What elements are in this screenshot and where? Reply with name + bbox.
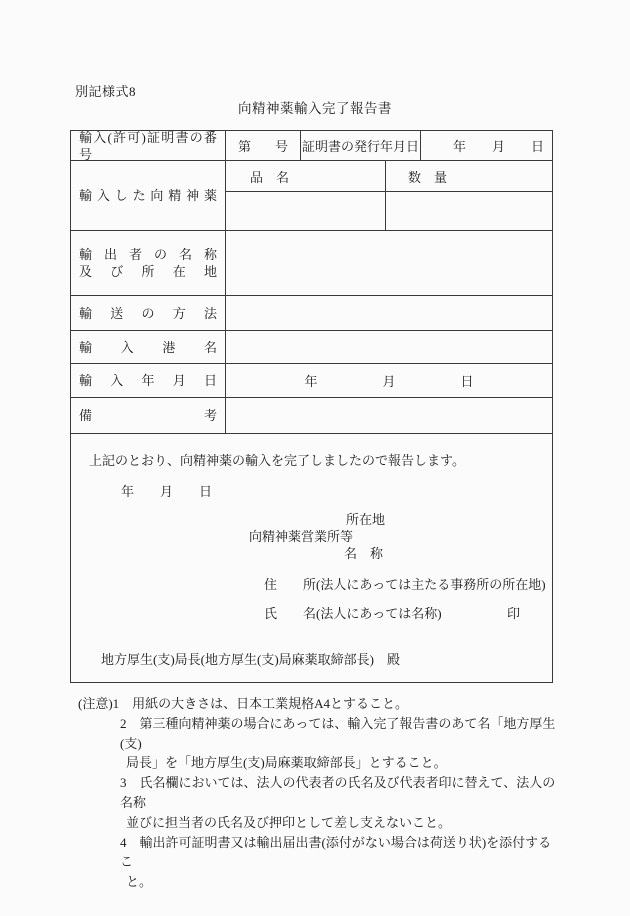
imported-drug-label: 輸入した向精神薬 (79, 188, 217, 203)
import-port-value-cell (226, 331, 552, 363)
exporter-value-cell (226, 231, 552, 295)
import-port-label: 輸入港名 (79, 339, 217, 355)
note-line: 並びに担当者の氏名及び押印として差し支えないこと。 (126, 814, 452, 830)
imported-drug-label-cell (71, 161, 226, 230)
statement-body: 上記のとおり、向精神薬の輸入を完了しましたので報告します。 (89, 453, 465, 468)
issue-date-value: 年 月 日 (452, 139, 544, 154)
import-date-value: 年 月 日 (304, 374, 474, 389)
certificate-number-label-cell (71, 131, 226, 160)
remarks-value-cell (226, 398, 552, 433)
row-import-date (71, 364, 552, 398)
statement-cell (71, 434, 552, 682)
name-label: 氏 名(法人にあっては名称) (264, 606, 442, 621)
import-port-label-cell (71, 331, 226, 363)
remarks-label-cell (71, 398, 226, 433)
transport-value-cell (226, 296, 552, 330)
row-imported-drug (71, 161, 552, 231)
item-name-value-cell (226, 192, 386, 230)
import-date-label: 輸入年月日 (79, 373, 217, 388)
notes-section (78, 694, 558, 892)
row-exporter (71, 231, 552, 296)
report-form-table (70, 130, 553, 683)
transport-label-cell (71, 296, 226, 330)
issue-date-label: 証明書の発行年月日 (301, 139, 419, 154)
exporter-label-line1: 輸出者の名称 (79, 247, 217, 262)
item-name-header-cell (226, 161, 386, 191)
imported-drug-subtable (226, 161, 552, 230)
statement-date: 年 月 日 (121, 484, 213, 499)
office-name-label: 名 称 (344, 546, 384, 561)
row-transport (71, 296, 552, 331)
item-name-header: 品 名 (250, 169, 290, 185)
note-line: (注意)1 用紙の大きさは、日本工業規格A4とすること。 (78, 696, 409, 711)
exporter-label-line2: 及び所在地 (79, 264, 217, 279)
transport-label: 輸送の方法 (79, 305, 217, 321)
quantity-header-cell (386, 161, 552, 191)
issue-date-label-cell (301, 131, 421, 160)
issue-date-value-cell (421, 131, 552, 160)
exporter-label-cell (71, 231, 226, 295)
certificate-number-value-cell (226, 131, 301, 160)
form-code: 別記様式8 (75, 84, 137, 99)
note-line: 2 第三種向精神薬の場合にあっては、輸入完了報告書のあて名「地方厚生(支) (120, 715, 556, 751)
imported-drug-value-row (226, 192, 552, 230)
quantity-value-cell (386, 192, 552, 230)
note-line: と。 (126, 874, 153, 890)
import-date-value-cell (226, 364, 552, 397)
office-location-label: 所在地 (346, 512, 386, 527)
seal-label: 印 (507, 606, 521, 621)
note-line: 局長」を「地方厚生(支)局麻薬取締部長」とすること。 (126, 755, 447, 771)
certificate-number-value: 第 号 (238, 139, 288, 154)
import-date-label-cell (71, 364, 226, 397)
row-statement (71, 434, 552, 682)
row-remarks (71, 398, 552, 434)
imported-drug-header-row (226, 161, 552, 192)
remarks-label: 備考 (79, 408, 217, 423)
note-line: 3 氏名欄においては、法人の代表者の氏名及び代表者印に替えて、法人の名称 (120, 775, 556, 810)
row-certificate-number (71, 131, 552, 161)
certificate-number-label: 輸入(許可)証明書の番号 (79, 129, 217, 162)
recipient-line: 地方厚生(支)局長(地方厚生(支)局麻薬取締部長) 殿 (101, 652, 400, 667)
row-import-port (71, 331, 552, 364)
office-group-label: 向精神薬営業所等 (249, 529, 354, 544)
page-title: 向精神薬輸入完了報告書 (238, 101, 392, 116)
note-line: 4 輸出許可証明書又は輸出届出書(添付がない場合は荷送り状)を添付するこ (120, 834, 552, 870)
quantity-header: 数 量 (408, 169, 448, 185)
address-label: 住 所(法人にあっては主たる事務所の所在地) (264, 577, 546, 592)
